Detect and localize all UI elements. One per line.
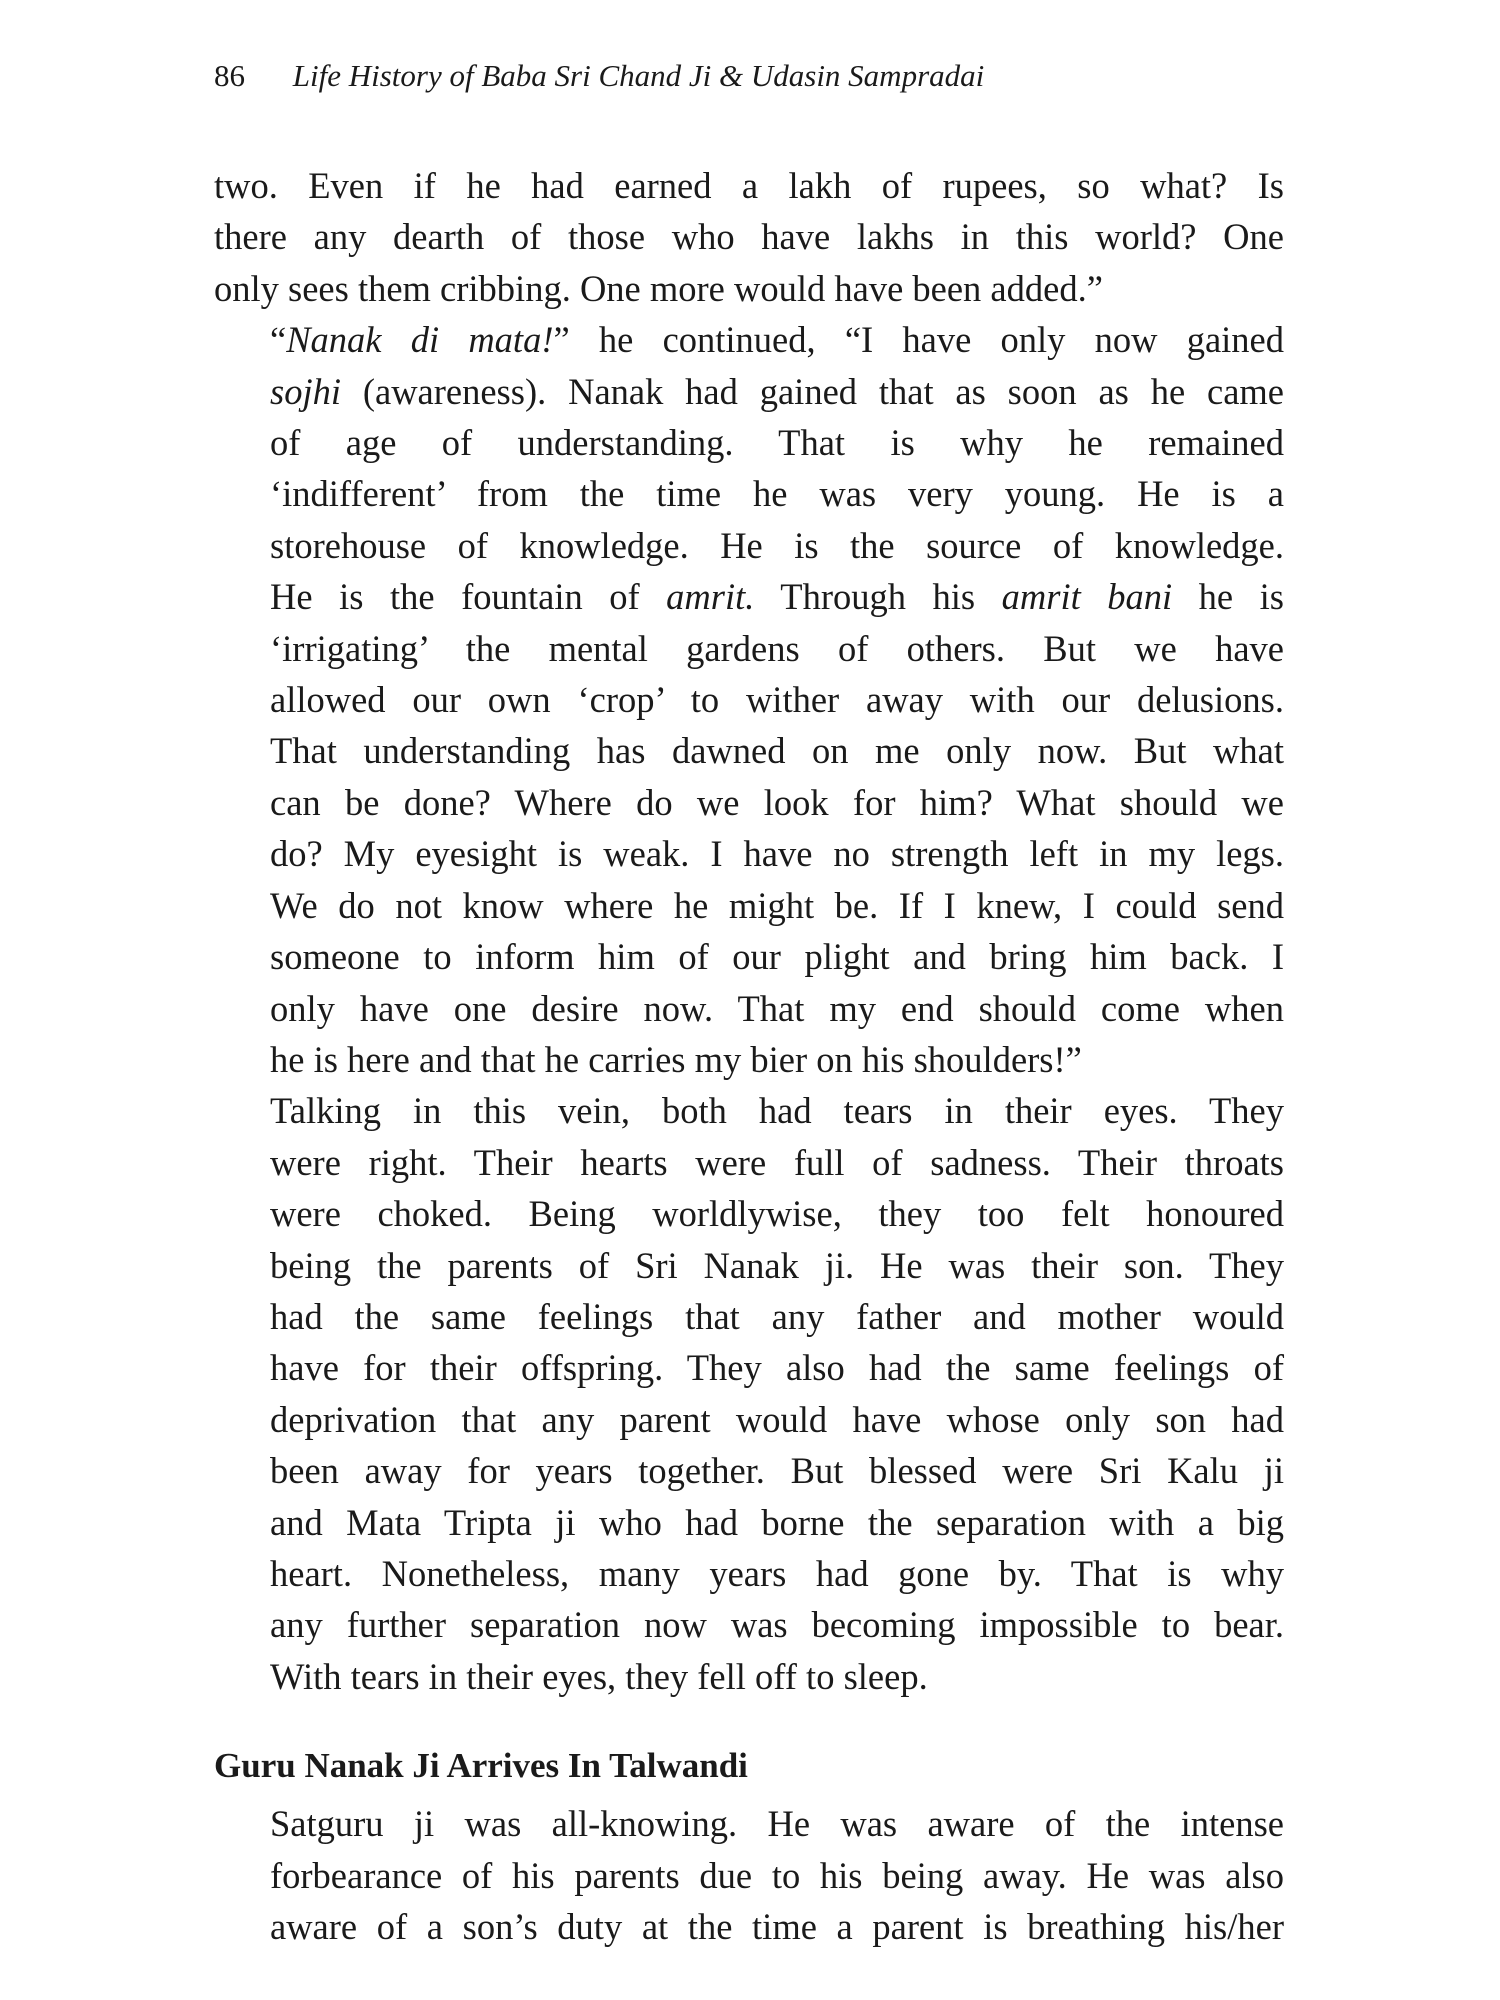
text-line: aware of a son’s duty at the time a parent is breathing his/her [270,1906,1284,1947]
text-line: With tears in their eyes, they fell off to sleep. [270,1655,928,1697]
text-line: allowed our own ‘crop’ to wither away with our delusions. [270,679,1284,721]
text-line: Talking in this vein, both had tears in their eyes. They [270,1090,1284,1132]
text-line: storehouse of knowledge. He is the source of knowledge. [270,524,1284,566]
text-line: have for their offspring. They also had the same feelings of [270,1347,1284,1389]
text-line: ‘indifferent’ from the time he was very young. He is a [270,473,1284,515]
text-line: were choked. Being worldlywise, they too felt honoured [270,1193,1284,1235]
text-line: He is the fountain of amrit. Through his amrit bani he is [270,576,1284,618]
text-line: there any dearth of those who have lakhs in this world? One [214,216,1284,258]
text-line: can be done? Where do we look for him? What should we [270,781,1284,823]
text-line: had the same feelings that any father and mother would [270,1295,1284,1337]
text-line: forbearance of his parents due to his being away. He was also [270,1854,1284,1896]
page-number: 86 [214,58,245,93]
text-line: do? My eyesight is weak. I have no strength left in my legs. [270,833,1284,875]
text-line: sojhi (awareness). Nanak had gained that as soon as he came [270,370,1284,412]
text-line: being the parents of Sri Nanak ji. He was their son. They [270,1244,1284,1286]
text-line: two. Even if he had earned a lakh of rupees, so what? Is [214,165,1284,206]
paragraph-1 [214,160,1284,314]
text-line: of age of understanding. That is why he remained [270,422,1284,464]
running-head [214,56,1294,96]
text-line: were right. Their hearts were full of sadness. Their throats [270,1141,1284,1183]
paragraph-3 [214,1085,1284,1702]
text-line: Satguru ji was all-knowing. He was aware of the intense [270,1803,1284,1845]
book-title: Life History of Baba Sri Chand Ji & Udasin Sampradai [292,58,985,93]
paragraph-2 [214,314,1284,1085]
text-line: only sees them cribbing. One more would have been added.” [214,267,1103,309]
text-line: We do not know where he might be. If I knew, I could send [270,884,1284,926]
paragraph-4 [214,1798,1284,1952]
text-line: someone to inform him of our plight and bring him back. I [270,936,1284,978]
text-line: and Mata Tripta ji who had borne the separation with a big [270,1501,1284,1543]
text-line: deprivation that any parent would have whose only son had [270,1398,1284,1440]
text-line: That understanding has dawned on me only now. But what [270,730,1284,772]
text-line: been away for years together. But blessed were Sri Kalu ji [270,1450,1284,1492]
text-line: only have one desire now. That my end should come when [270,987,1284,1029]
section-heading: Guru Nanak Ji Arrives In Talwandi [214,1746,748,1786]
text-line: ‘irrigating’ the mental gardens of others. But we have [270,627,1284,669]
body-text [214,160,1284,1952]
text-line: “Nanak di mata!” he continued, “I have only now gained [270,319,1284,361]
text-line: heart. Nonetheless, many years had gone by. That is why [270,1552,1284,1594]
text-line: he is here and that he carries my bier on his shoulders!” [270,1038,1082,1080]
text-line: any further separation now was becoming impossible to bear. [270,1604,1284,1646]
